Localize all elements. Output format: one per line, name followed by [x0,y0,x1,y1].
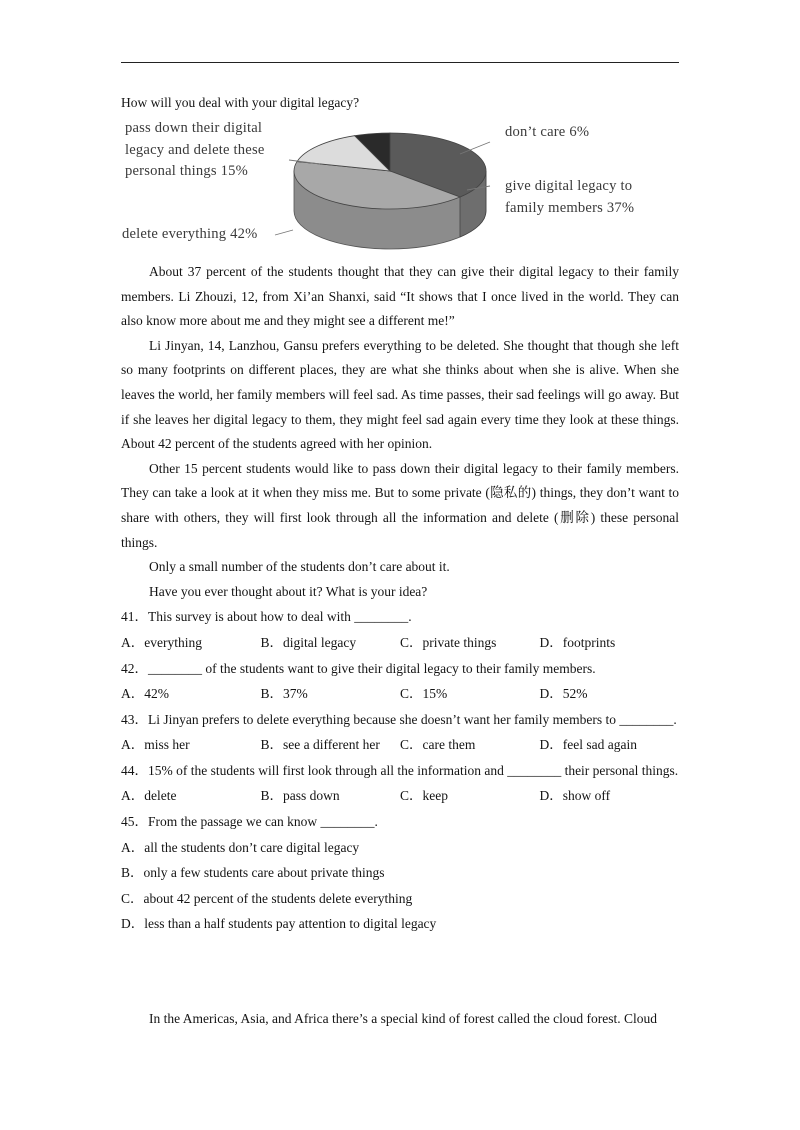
option-a[interactable]: A．miss her [121,737,190,753]
label-family-line-1: give digital legacy to [505,178,633,194]
question-45 [121,809,679,937]
option-c[interactable]: C．private things [400,634,497,650]
label-family-members [505,176,665,219]
option-c[interactable]: C．15% [400,686,448,702]
option-a[interactable]: A．everything [121,634,202,650]
passage-paragraph-3: Other 15 percent students would like to pass down their digital legacy to their family members. They can take a look at it when they miss me. But to some private (隐私的) things, they don’t want to share with others, they will first look through all the information and delete (删除) these personal things. [121,460,679,550]
option-b[interactable]: B．see a different her [260,737,380,753]
option-c[interactable]: C．keep [400,788,448,804]
question-45-stem: 45．From the passage we can know ________. [121,814,378,830]
option-b[interactable]: B．digital legacy [260,634,357,650]
option-b[interactable]: B．37% [260,686,308,702]
label-pass-down [125,118,300,183]
passage-paragraph-4: Only a small number of the students don’t care about it. [149,559,450,575]
option-a[interactable]: A．42% [121,686,169,702]
question-42-stem: 42．________ of the students want to give their digital legacy to their family members. [121,660,596,676]
pie-chart [115,118,685,258]
leader-line-3 [275,230,293,235]
label-pass-line-3: personal things 15% [125,163,248,179]
option-d[interactable]: D．feel sad again [539,737,637,753]
question-43 [121,707,679,758]
option-a[interactable]: A．all the students don’t care digital legacy [121,839,360,855]
label-dont-care: don’t care 6% [505,124,590,140]
question-43-stem: 43．Li Jinyan prefers to delete everything because she doesn’t want her family members to ________. [121,711,677,727]
page-top-rule [121,62,679,63]
label-family-line-2: family members 37% [505,199,635,216]
option-d[interactable]: D．footprints [539,634,616,650]
option-d[interactable]: D．show off [539,788,611,804]
option-c[interactable]: C．care them [400,737,476,753]
option-c[interactable]: C．about 42 percent of the students delete everything [121,890,413,906]
question-44 [121,758,679,809]
question-41-options [121,630,679,656]
option-b[interactable]: B．only a few students care about private things [121,865,385,881]
passage-and-questions [121,260,679,937]
label-delete-everything: delete everything 42% [122,226,258,242]
next-passage-first-line: In the Americas, Asia, and Africa there’s a special kind of forest called the cloud forest. Cloud [149,1011,657,1026]
option-b[interactable]: B．pass down [260,788,340,804]
question-42 [121,656,679,707]
option-a[interactable]: A．delete [121,788,177,804]
chart-question-heading: How will you deal with your digital legacy? [121,95,360,110]
question-41 [121,604,679,655]
passage-paragraph-1: About 37 percent of the students thought that they can give their digital legacy to their family members. Li Zhouzi, 12, from Xi’an Shanxi, said “It shows that I once lived in the world. They can also know more about me and they might see a different me!” [121,264,679,329]
passage-paragraph-5: Have you ever thought about it? What is your idea? [149,583,428,599]
question-44-stem: 44．15% of the students will first look through all the information and ________ their personal things. [121,762,679,778]
label-pass-line-1: pass down their digital [125,120,263,136]
question-42-options [121,681,679,707]
option-d[interactable]: D．less than a half students pay attention to digital legacy [121,916,437,932]
question-41-stem: 41．This survey is about how to deal with ________. [121,609,412,625]
option-d[interactable]: D．52% [539,686,588,702]
passage-paragraph-2: Li Jinyan, 14, Lanzhou, Gansu prefers everything to be deleted. She thought that though she left so many footprints on different places, they are what she thinks about when she is alive. When she leaves the world, her family members will feel sad. As time passes, their sad feelings will go away. But if she leaves her digital legacy to them, they might feel sad again every time they look at these things. About 42 percent of the students agreed with her opinion. [121,337,679,452]
label-pass-line-2: legacy and delete these [125,141,265,158]
question-43-options [121,732,679,758]
question-44-options [121,783,679,809]
